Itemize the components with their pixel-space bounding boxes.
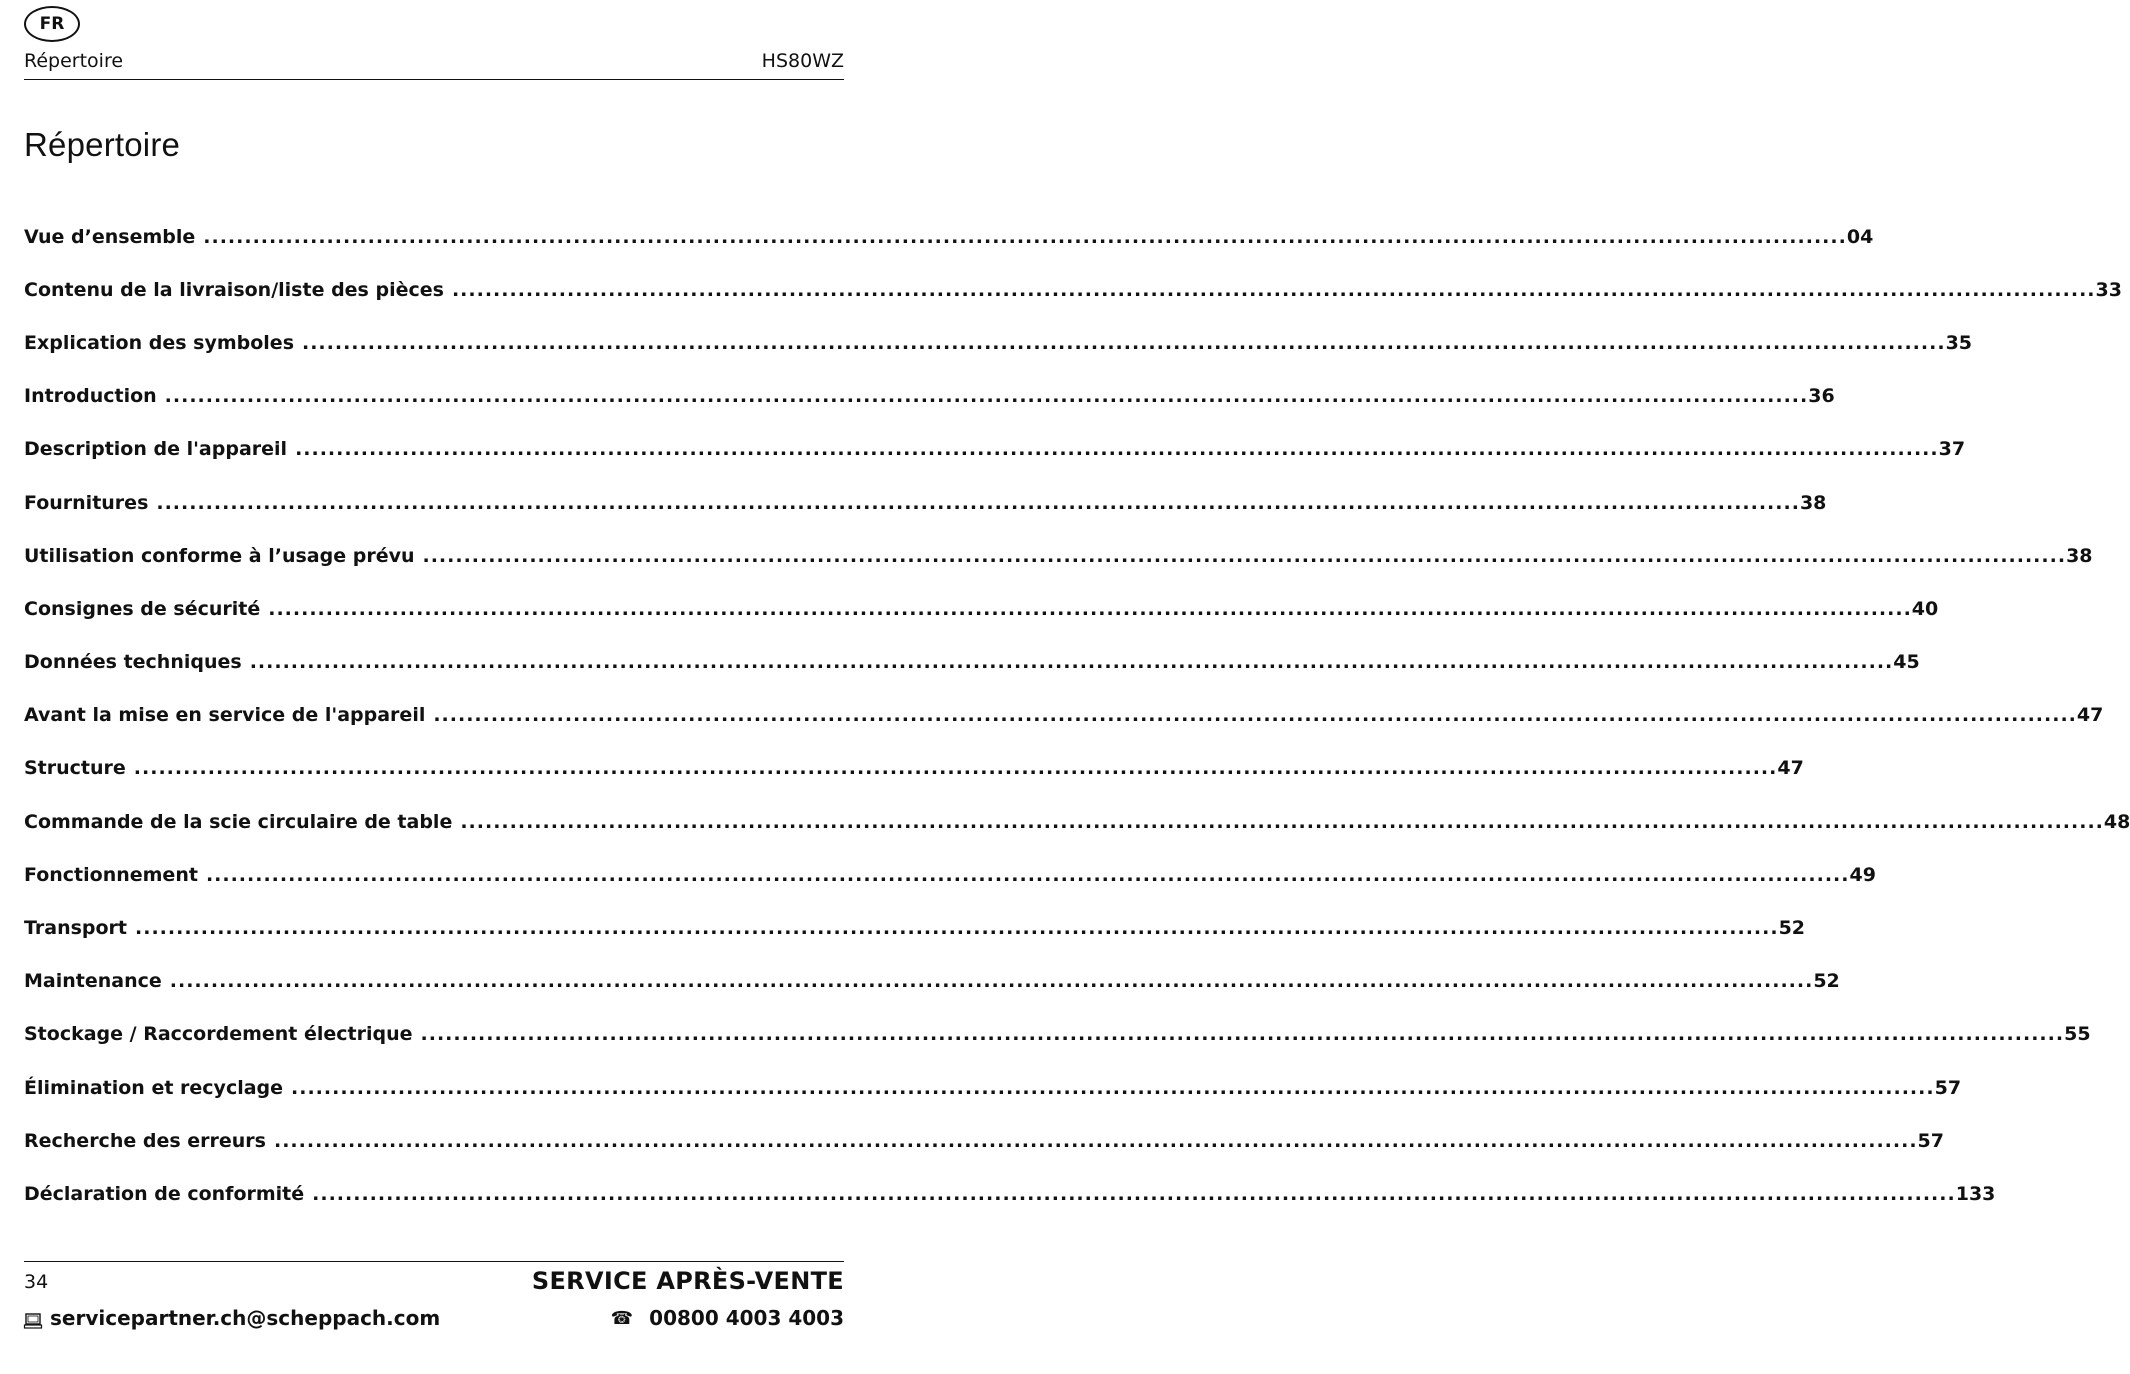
- toc-dot-leader: ........................................................................................................................................................................................................: [164, 385, 1809, 408]
- toc-dot-leader: ........................................................................................................................................................................................................: [422, 544, 2067, 567]
- toc-entry[interactable]: [24, 848, 1876, 901]
- toc-entry[interactable]: [24, 955, 1840, 1008]
- toc-dot-leader: ........................................................................................................................................................................................................: [156, 491, 1800, 514]
- toc-entry[interactable]: [24, 316, 1973, 369]
- toc-dot-leader: ........................................................................................................................................................................................................: [268, 597, 1912, 620]
- toc-entry[interactable]: [24, 582, 1939, 635]
- toc-dot-leader: ........................................................................................................................................................................................................: [203, 225, 1847, 248]
- toc-entry-label: Utilisation conforme à l’usage prévu: [24, 544, 415, 567]
- toc-entry-page: 47: [1777, 757, 1804, 780]
- toc-entry-page: 04: [1846, 225, 1874, 248]
- toc-dot-leader: ........................................................................................................................................................................................................: [291, 1076, 1935, 1099]
- phone-icon: ☎: [610, 1307, 634, 1329]
- email-contact: [24, 1306, 440, 1330]
- table-of-contents: [24, 210, 2130, 1221]
- toc-entry-page: 45: [1893, 651, 1920, 674]
- toc-dot-leader: ........................................................................................................................................................................................................: [249, 651, 1894, 674]
- toc-entry-label: Déclaration de conformité: [24, 1182, 305, 1205]
- toc-entry-label: Transport: [24, 917, 128, 940]
- toc-entry-page: 57: [1917, 1129, 1944, 1152]
- toc-entry-label: Structure: [24, 757, 126, 780]
- toc-entry[interactable]: [24, 1061, 1962, 1114]
- toc-dot-leader: ........................................................................................................................................................................................................: [169, 970, 1814, 993]
- toc-entry[interactable]: [24, 476, 1827, 529]
- toc-entry-page: 40: [1911, 597, 1939, 620]
- toc-entry-page: 38: [2066, 544, 2093, 567]
- page-title: Répertoire: [24, 126, 181, 163]
- toc-entry-page: 55: [2064, 1023, 2091, 1046]
- toc-entry-page: 52: [1778, 917, 1806, 940]
- toc-dot-leader: ........................................................................................................................................................................................................: [451, 278, 2096, 301]
- toc-entry[interactable]: [24, 1114, 1944, 1167]
- email-address[interactable]: servicepartner.ch@scheppach.com: [50, 1306, 441, 1330]
- toc-entry-label: Élimination et recyclage: [24, 1076, 284, 1099]
- toc-entry-page: 36: [1808, 385, 1835, 408]
- toc-dot-leader: ........................................................................................................................................................................................................: [420, 1023, 2065, 1046]
- toc-entry-label: Fournitures: [24, 491, 149, 514]
- toc-entry-page: 57: [1934, 1076, 1962, 1099]
- toc-dot-leader: ........................................................................................................................................................................................................: [273, 1129, 1918, 1152]
- toc-dot-leader: ........................................................................................................................................................................................................: [133, 757, 1778, 780]
- toc-entry-label: Description de l'appareil: [24, 438, 288, 461]
- toc-dot-leader: ........................................................................................................................................................................................................: [295, 438, 1939, 461]
- service-title: SERVICE APRÈS-VENTE: [531, 1267, 844, 1295]
- toc-entry-page: 49: [1849, 863, 1876, 886]
- phone-number[interactable]: 00800 4003 4003: [649, 1306, 844, 1330]
- toc-entry-label: Contenu de la livraison/liste des pièces: [24, 278, 444, 301]
- toc-entry-label: Données techniques: [24, 651, 242, 674]
- toc-entry[interactable]: [24, 1167, 1996, 1220]
- language-badge: FR: [24, 6, 80, 42]
- toc-dot-leader: ........................................................................................................................................................................................................: [135, 917, 1779, 940]
- toc-dot-leader: ........................................................................................................................................................................................................: [312, 1182, 1956, 1205]
- toc-entry[interactable]: [24, 795, 2130, 848]
- toc-entry-label: Fonctionnement: [24, 863, 198, 886]
- toc-dot-leader: ........................................................................................................................................................................................................: [205, 863, 1850, 886]
- toc-entry[interactable]: [24, 742, 1804, 795]
- toc-entry[interactable]: [24, 210, 1874, 263]
- phone-contact: [611, 1306, 844, 1330]
- toc-entry[interactable]: [24, 263, 2122, 316]
- toc-entry-page: 33: [2095, 278, 2122, 301]
- toc-entry[interactable]: [24, 901, 1806, 954]
- toc-entry-label: Recherche des erreurs: [24, 1129, 266, 1152]
- toc-entry-label: Vue d’ensemble: [24, 225, 196, 248]
- toc-entry-page: 52: [1813, 970, 1840, 993]
- toc-entry-label: Stockage / Raccordement électrique: [24, 1023, 413, 1046]
- header-section-label: Répertoire: [24, 50, 124, 72]
- toc-entry-label: Commande de la scie circulaire de table: [24, 810, 453, 833]
- toc-entry-page: 35: [1945, 331, 1973, 354]
- toc-entry-page: 133: [1955, 1182, 1996, 1205]
- toc-entry[interactable]: [24, 529, 2093, 582]
- toc-dot-leader: ........................................................................................................................................................................................................: [460, 810, 2104, 833]
- footer-divider: [24, 1261, 844, 1262]
- toc-entry[interactable]: [24, 423, 1966, 476]
- toc-dot-leader: ........................................................................................................................................................................................................: [433, 704, 2077, 727]
- toc-entry-page: 38: [1799, 491, 1827, 514]
- toc-entry-page: 47: [2076, 704, 2104, 727]
- toc-entry-label: Explication des symboles: [24, 331, 294, 354]
- toc-entry-page: 37: [1938, 438, 1966, 461]
- toc-entry[interactable]: [24, 1008, 2091, 1061]
- toc-entry[interactable]: [24, 636, 1920, 689]
- toc-dot-leader: ........................................................................................................................................................................................................: [302, 331, 1946, 354]
- computer-icon: [24, 1310, 42, 1326]
- page-number: 34: [24, 1271, 49, 1293]
- toc-entry-label: Consignes de sécurité: [24, 597, 261, 620]
- toc-entry[interactable]: [24, 689, 2104, 742]
- toc-entry-label: Maintenance: [24, 970, 162, 993]
- toc-entry-page: 48: [2103, 810, 2130, 833]
- toc-entry-label: Avant la mise en service de l'appareil: [24, 704, 426, 727]
- header-model-label: HS80WZ: [761, 50, 844, 72]
- toc-entry[interactable]: [24, 370, 1835, 423]
- toc-entry-label: Introduction: [24, 385, 157, 408]
- header-divider: [24, 79, 844, 80]
